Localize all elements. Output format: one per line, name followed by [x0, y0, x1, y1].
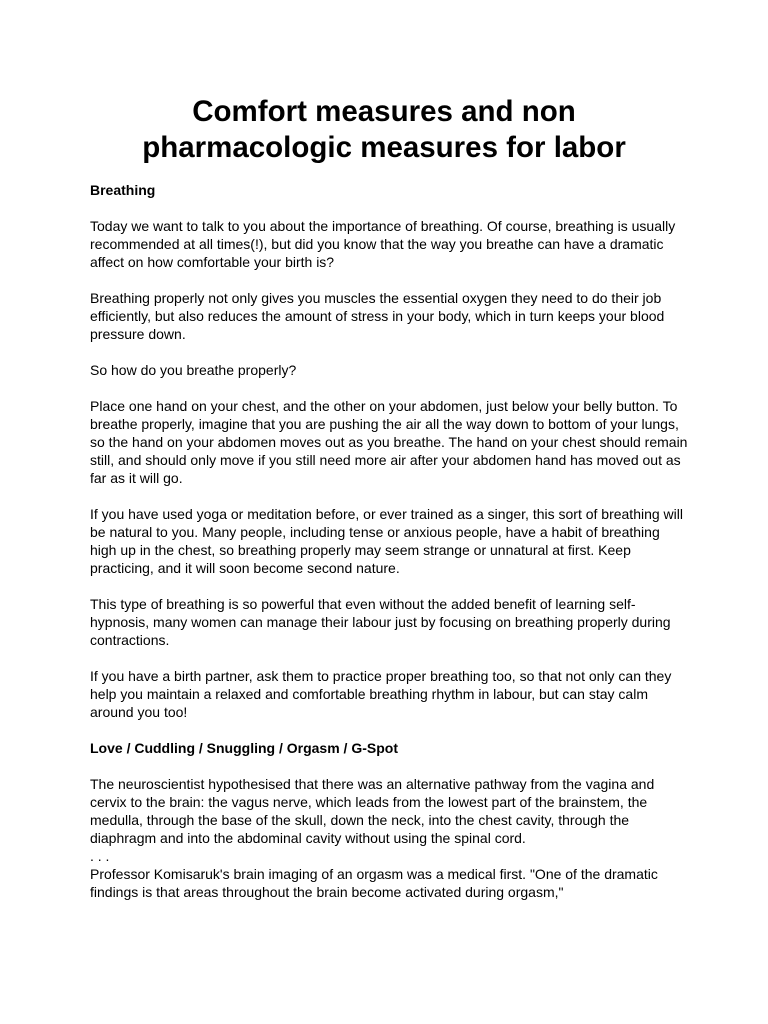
paragraph: The neuroscientist hypothesised that there was an alternative pathway from the vagina and cervix to the brain: the vagus nerve, which leads from the lowest part of the brainstem, the medulla, through the base of the skull, down the neck, into the chest cavity, through the diaphragm and into the abdominal cavity without using the spinal cord. — [90, 776, 655, 846]
paragraph: If you have used yoga or meditation before, or ever trained as a singer, this sort of breathing will be natural to you. Many people, including tense or anxious people, have a habit of breathing high up in the chest, so breathing properly may seem strange or unnatural at first. Keep practicing, and it will soon become second nature. — [90, 506, 683, 576]
page-title: Comfort measures and non pharmacologic measures for labor — [142, 95, 626, 164]
section-heading-love: Love / Cuddling / Snuggling / Orgasm / G-Spot — [90, 740, 398, 756]
ellipsis-separator: . . . — [90, 848, 110, 864]
section-heading-breathing: Breathing — [90, 182, 156, 198]
paragraph: Place one hand on your chest, and the other on your abdomen, just below your belly button. To breathe properly, imagine that you are pushing the air all the way down to bottom of your lungs, so the hand on your abdomen moves out as you breathe. The hand on your chest should remain still, and should only move if you still need more air after your abdomen hand has moved out as far as it will go. — [90, 398, 688, 486]
paragraph: So how do you breathe properly? — [90, 362, 297, 378]
document-body — [90, 181, 690, 901]
paragraph: If you have a birth partner, ask them to practice proper breathing too, so that not only can they help you maintain a relaxed and comfortable breathing rhythm in labour, but can stay calm around you too! — [90, 668, 672, 720]
paragraph: Professor Komisaruk's brain imaging of an orgasm was a medical first. "One of the dramatic findings is that areas throughout the brain become activated during orgasm," — [90, 866, 658, 900]
paragraph: This type of breathing is so powerful that even without the added benefit of learning self-hypnosis, many women can manage their labour just by focusing on breathing properly during contractions. — [90, 596, 671, 648]
paragraph: Today we want to talk to you about the importance of breathing. Of course, breathing is usually recommended at all times(!), but did you know that the way you breathe can have a dramatic affect on how comfortable your birth is? — [90, 218, 676, 270]
paragraph: Breathing properly not only gives you muscles the essential oxygen they need to do their job efficiently, but also reduces the amount of stress in your body, which in turn keeps your blood pressure down. — [90, 290, 665, 342]
